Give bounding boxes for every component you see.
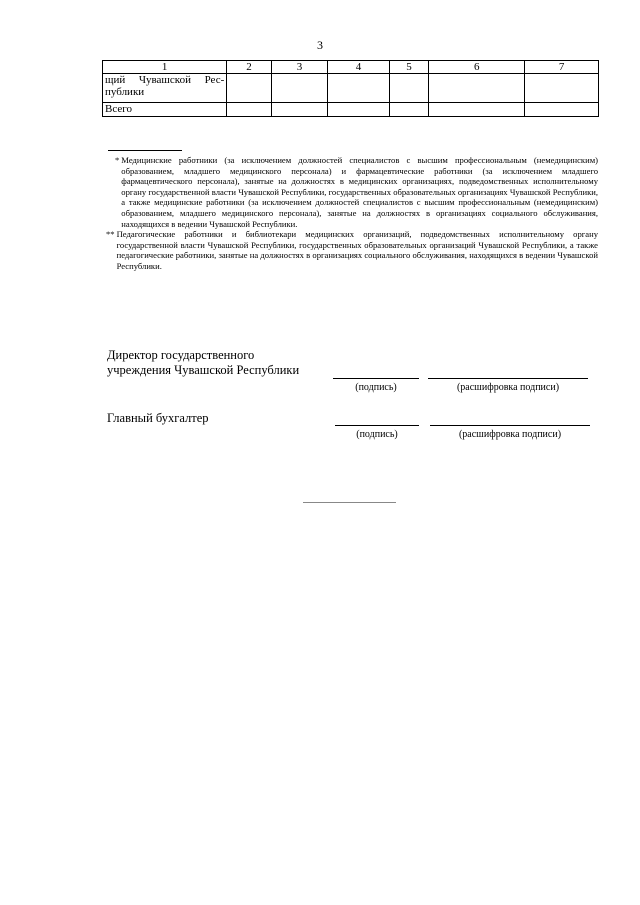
table-cell: [429, 103, 525, 117]
accountant-signature-caption: (подпись): [356, 429, 398, 440]
end-of-document-rule: [303, 502, 396, 503]
column-header-2: 2: [227, 61, 271, 74]
director-signature-caption: (подпись): [355, 382, 397, 393]
footnote-text: Педагогические работники и библиотекари медицинских организаций, подведомственных исполнительному органу государственной власти Чувашской Республики, государственных образовательных организаций Чувашской Республики, а также педагогические работники, занятые на должностях в организациях социального обслуживания, находящихся в ведении Чувашской Республики.: [116, 229, 598, 271]
table-header-row: [103, 61, 599, 74]
table-cell: [227, 74, 271, 103]
report-table: [102, 60, 599, 117]
column-header-3: 3: [271, 61, 328, 74]
table-row-total: [103, 103, 599, 117]
column-header-1: 1: [103, 61, 227, 74]
accountant-signature-line: [335, 425, 419, 426]
footnote-1: [106, 155, 598, 229]
footnote-separator: [108, 150, 182, 151]
table-cell: [328, 74, 390, 103]
director-decoding-line: [428, 378, 588, 379]
column-header-5: 5: [389, 61, 428, 74]
row-label-total: Всего: [103, 103, 227, 117]
table-cell: [271, 74, 328, 103]
director-label-line2: учреждения Чувашской Республики: [107, 363, 300, 377]
footnote-mark: **: [106, 229, 115, 240]
director-signature-line: [333, 378, 419, 379]
footnote-mark: *: [115, 155, 120, 165]
table-cell: [525, 103, 599, 117]
table-cell: [271, 103, 328, 117]
column-header-7: 7: [525, 61, 599, 74]
table-cell: [525, 74, 599, 103]
accountant-label: Главный бухгалтер: [107, 411, 209, 425]
table-cell: [328, 103, 390, 117]
table-row: [103, 74, 599, 103]
footnotes: [106, 155, 598, 272]
footnote-text: Медицинские работники (за исключением должностей специалистов с высшим профессиональным (немедицинским) образованием, младшего медицинского персонала) и фармацевтические работники (за исключением младшего фармацевтического персонала), занятые на должностях в медицинских организациях, подведомственных исполнительному органу государственной власти Чувашской Республики, государственных образовательных организациях Чувашской Республики, а также медицинские работники (за исключением должностей специалистов с высшим профессиональным (немедицинским) образованием, младшего медицинского персонала), занятые на должностях в организациях социального обслуживания, находящихся в ведении Чувашской Республики.: [121, 155, 598, 229]
footnote-2: [106, 229, 598, 271]
row-label-line: щий Чувашской Рес-: [105, 74, 225, 86]
column-header-6: 6: [429, 61, 525, 74]
table-cell: [389, 74, 428, 103]
director-decoding-caption: (расшифровка подписи): [456, 382, 560, 393]
accountant-decoding-line: [430, 425, 590, 426]
table-cell: [227, 103, 271, 117]
column-header-4: 4: [328, 61, 390, 74]
row-label-line: публики: [105, 86, 145, 98]
table-cell: [429, 74, 525, 103]
page-number: 3: [317, 38, 323, 52]
accountant-decoding-caption: (расшифровка подписи): [458, 429, 562, 440]
table-cell: [389, 103, 428, 117]
director-label-line1: Директор государственного: [107, 348, 255, 362]
row-label-republic: [103, 74, 227, 103]
